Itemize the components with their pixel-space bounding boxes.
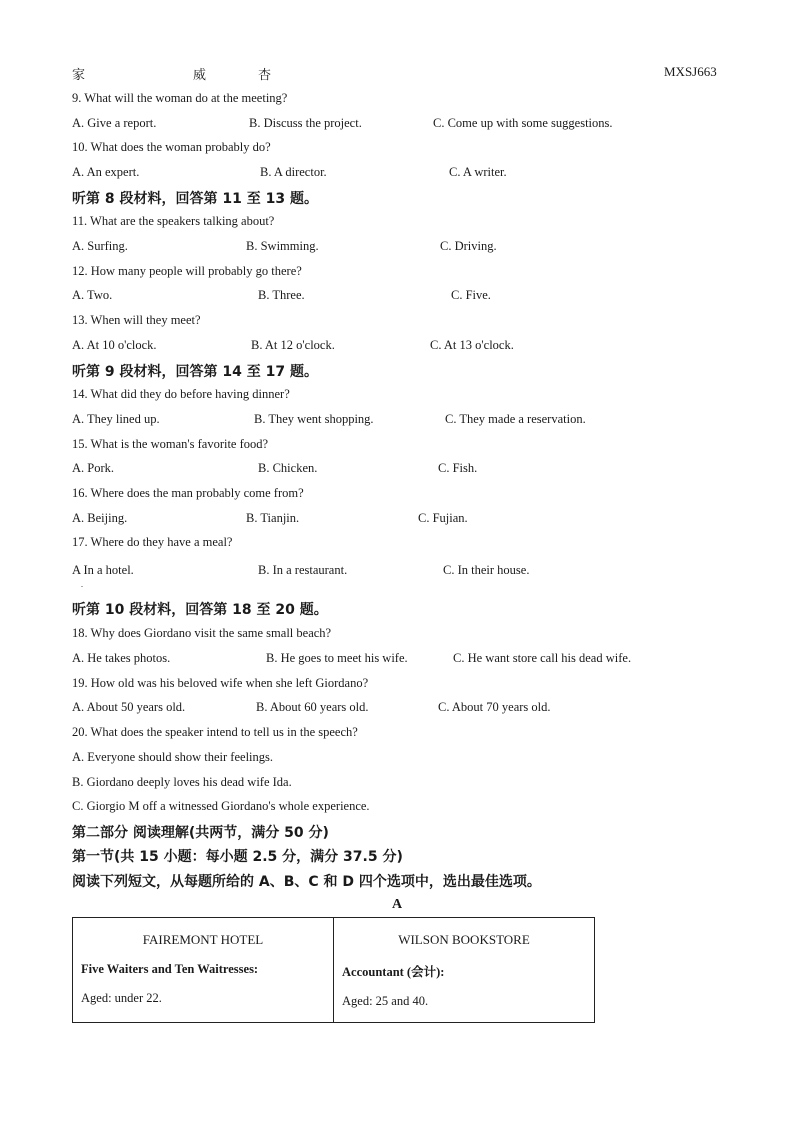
option-19a: A. About 50 years old.: [72, 700, 186, 714]
option-18b: B. He goes to meet his wife.: [266, 651, 408, 665]
option-10a: A. An expert.: [72, 165, 140, 179]
option-13a: A. At 10 o'clock.: [72, 338, 157, 352]
option-13b: B. At 12 o'clock.: [251, 338, 335, 352]
option-20c: C. Giorgio M off a witnessed Giordano's whole experience.: [72, 799, 370, 813]
option-10b: B. A director.: [260, 165, 327, 179]
option-19c: C. About 70 years old.: [438, 700, 551, 714]
option-17a: A In a hotel.: [72, 563, 134, 577]
question-15: 15. What is the woman's favorite food?: [72, 437, 269, 451]
header-char-1: 家: [72, 67, 86, 82]
ad-bookstore-position: Accountant (会计):: [342, 965, 445, 979]
ad-bookstore-title: WILSON BOOKSTORE: [398, 932, 530, 947]
option-18c: C. He want store call his dead wife.: [453, 651, 632, 665]
section-8-heading: 听第 8 段材料，回答第 11 至 13 题。: [72, 191, 318, 207]
option-13c: C. At 13 o'clock.: [430, 338, 514, 352]
header-char-3: 杏: [258, 67, 272, 82]
section-9-heading: 听第 9 段材料，回答第 14 至 17 题。: [72, 364, 318, 380]
question-9: 9. What will the woman do at the meeting?: [72, 91, 288, 105]
stray-dot: .: [81, 580, 83, 589]
ad-hotel: [73, 918, 334, 1023]
option-11c: C. Driving.: [440, 239, 497, 253]
option-11a: A. Surfing.: [72, 239, 128, 253]
option-19b: B. About 60 years old.: [256, 700, 369, 714]
option-14a: A. They lined up.: [72, 412, 160, 426]
question-11: 11. What are the speakers talking about?: [72, 214, 275, 228]
question-14: 14. What did they do before having dinner?: [72, 387, 290, 401]
ad-bookstore-age: Aged: 25 and 40.: [342, 994, 429, 1008]
option-9b: B. Discuss the project.: [249, 116, 362, 130]
section-1-heading: 第一节(共 15 小题：每小题 2.5 分，满分 37.5 分): [72, 849, 403, 865]
option-18a: A. He takes photos.: [72, 651, 171, 665]
question-10: 10. What does the woman probably do?: [72, 140, 271, 154]
ad-hotel-title: FAIREMONT HOTEL: [142, 932, 264, 947]
section-10-heading: 听第 10 段材料，回答第 18 至 20 题。: [72, 602, 328, 618]
option-15a: A. Pork.: [72, 461, 115, 475]
question-13: 13. When will they meet?: [72, 313, 201, 327]
question-20: 20. What does the speaker intend to tell us in the speech?: [72, 725, 358, 739]
ad-bookstore: [334, 918, 595, 1023]
ad-hotel-age: Aged: under 22.: [81, 991, 162, 1005]
option-12c: C. Five.: [451, 288, 491, 302]
option-16c: C. Fujian.: [418, 511, 468, 525]
option-14b: B. They went shopping.: [254, 412, 374, 426]
option-20b: B. Giordano deeply loves his dead wife Ida.: [72, 775, 292, 789]
option-9c: C. Come up with some suggestions.: [433, 116, 613, 130]
job-ads-table: [72, 917, 595, 1023]
option-14c: C. They made a reservation.: [445, 412, 586, 426]
question-19: 19. How old was his beloved wife when she left Giordano?: [72, 676, 369, 690]
option-12a: A. Two.: [72, 288, 113, 302]
question-12: 12. How many people will probably go there?: [72, 264, 302, 278]
question-17: 17. Where do they have a meal?: [72, 535, 233, 549]
option-12b: B. Three.: [258, 288, 305, 302]
option-10c: C. A writer.: [449, 165, 507, 179]
option-15c: C. Fish.: [438, 461, 478, 475]
option-11b: B. Swimming.: [246, 239, 319, 253]
option-9a: A. Give a report.: [72, 116, 157, 130]
passage-label: A: [391, 897, 403, 912]
reading-instructions: 阅读下列短文，从每题所给的 A、B、C 和 D 四个选项中，选出最佳选项。: [72, 874, 541, 890]
document-code: MXSJ663: [664, 64, 717, 79]
option-17b: B. In a restaurant.: [258, 563, 348, 577]
option-16b: B. Tianjin.: [246, 511, 300, 525]
header-char-2: 威: [193, 67, 207, 82]
option-15b: B. Chicken.: [258, 461, 318, 475]
question-18: 18. Why does Giordano visit the same small beach?: [72, 626, 332, 640]
option-20a: A. Everyone should show their feelings.: [72, 750, 274, 764]
option-17c: C. In their house.: [443, 563, 530, 577]
option-16a: A. Beijing.: [72, 511, 128, 525]
ad-hotel-position: Five Waiters and Ten Waitresses:: [81, 962, 259, 976]
question-16: 16. Where does the man probably come from?: [72, 486, 304, 500]
part-2-heading: 第二部分 阅读理解(共两节，满分 50 分): [72, 825, 329, 841]
